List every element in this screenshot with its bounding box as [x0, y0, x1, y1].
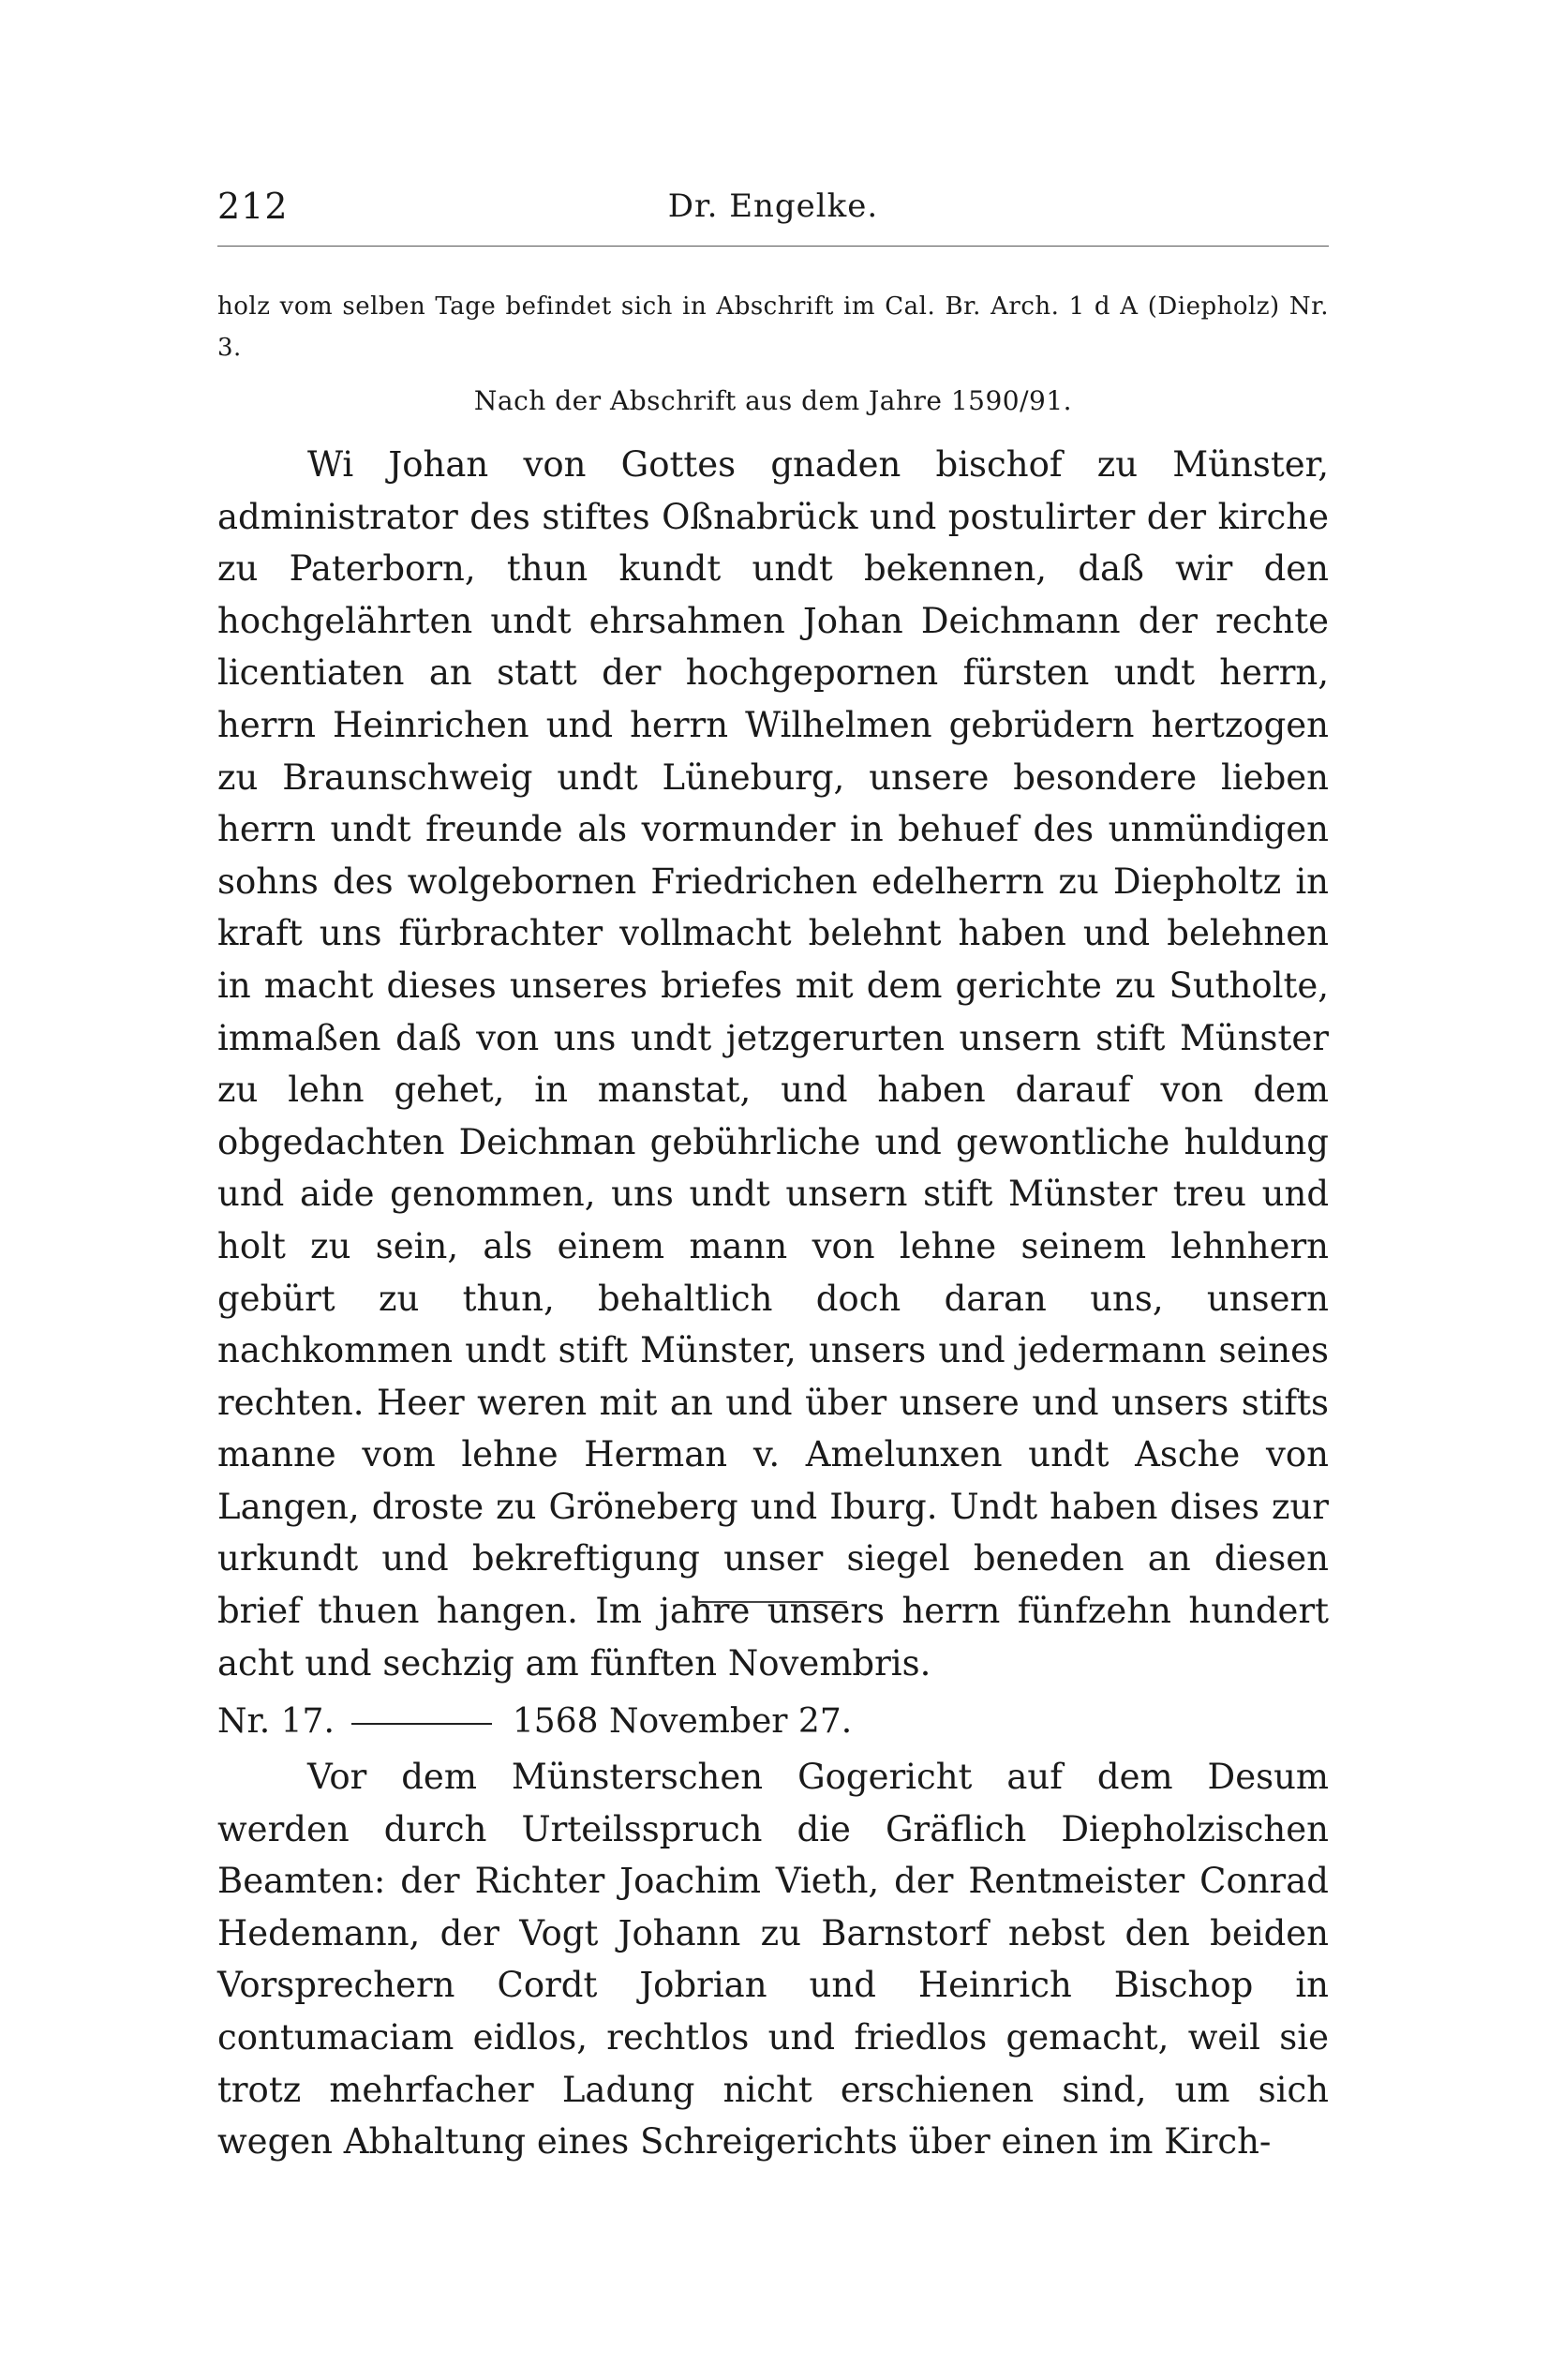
- document-16-text: Wi Johan von Gottes gnaden bischof zu Münster, administrator des stiftes Oßnabrück und postulirter der kirche zu Paterborn, thun kundt undt bekennen, daß wir den hochgelährten undt ehrsahmen Johan Deichmann der rechte licentiaten an statt der hochgepornen fürsten undt herrn, herrn Heinrichen und herrn Wilhelmen gebrüdern hertzogen zu Braunschweig undt Lüneburg, unsere besondere lieben herrn undt freunde als vormunder in behuef des unmündigen sohns des wolgebornen Friedrichen edelherrn zu Diepholtz in kraft uns fürbrachter vollmacht belehnt haben und belehnen in macht dieses unseres briefes mit dem gerichte zu Sutholte, immaßen daß von uns undt jetzgerurten unsern stift Münster zu lehn gehet, in manstat, und haben darauf von dem obgedachten Deichman gebührliche und gewontliche huldung und aide genommen, uns undt unsern stift Münster treu und holt zu sein, als einem mann von lehne seinem lehnhern gebürt zu thun, behaltlich doch daran uns, unsern nachkommen undt stift Münster, unsers und jedermann seines rechten. Heer weren mit an und über unsere und unsers stifts manne vom lehne Herman v. Amelunxen undt Asche von Langen, droste zu Gröneberg und Iburg. Undt haben dises zur urkundt und bekreftigung unser siegel beneden an diesen brief thuen hangen. Im jahre unsers herrn fünfzehn hundert acht und sechzig am fünften Novembris.: [217, 444, 1329, 1684]
- header-rule: [217, 246, 1329, 247]
- page-header: [217, 186, 1329, 242]
- footnote-continuation: holz vom selben Tage befindet sich in Abschrift im Cal. Br. Arch. 1 d A (Diepholz) Nr. 3.: [217, 292, 1329, 362]
- document-17-text: Vor dem Münsterschen Gogericht auf dem Desum werden durch Urteilsspruch die Gräflich Diepholzischen Beamten: der Richter Joachim Vieth, der Rentmeister Conrad Hedemann, der Vogt Johann zu Barnstorf nebst den beiden Vorsprechern Cordt Jobrian und Heinrich Bischop in contumaciam eidlos, rechtlos und friedlos gemacht, weil sie trotz mehrfacher Ladung nicht erschienen sind, um sich wegen Abhaltung eines Schreigerichts über einen im Kirch-: [217, 1757, 1329, 2163]
- heading-dash: [351, 1723, 492, 1725]
- document-17-body: [217, 1751, 1329, 2168]
- running-head: Dr. Engelke.: [667, 187, 879, 225]
- source-note: Nach der Abschrift aus dem Jahre 1590/91.: [473, 385, 1073, 416]
- page-number: 212: [217, 186, 289, 227]
- document-17-heading: [217, 1699, 1329, 1745]
- document-16-body: [217, 439, 1329, 1689]
- document-number: Nr. 17.: [217, 1702, 335, 1741]
- document-date: 1568 November 27.: [512, 1702, 853, 1741]
- section-separator: [697, 1601, 847, 1603]
